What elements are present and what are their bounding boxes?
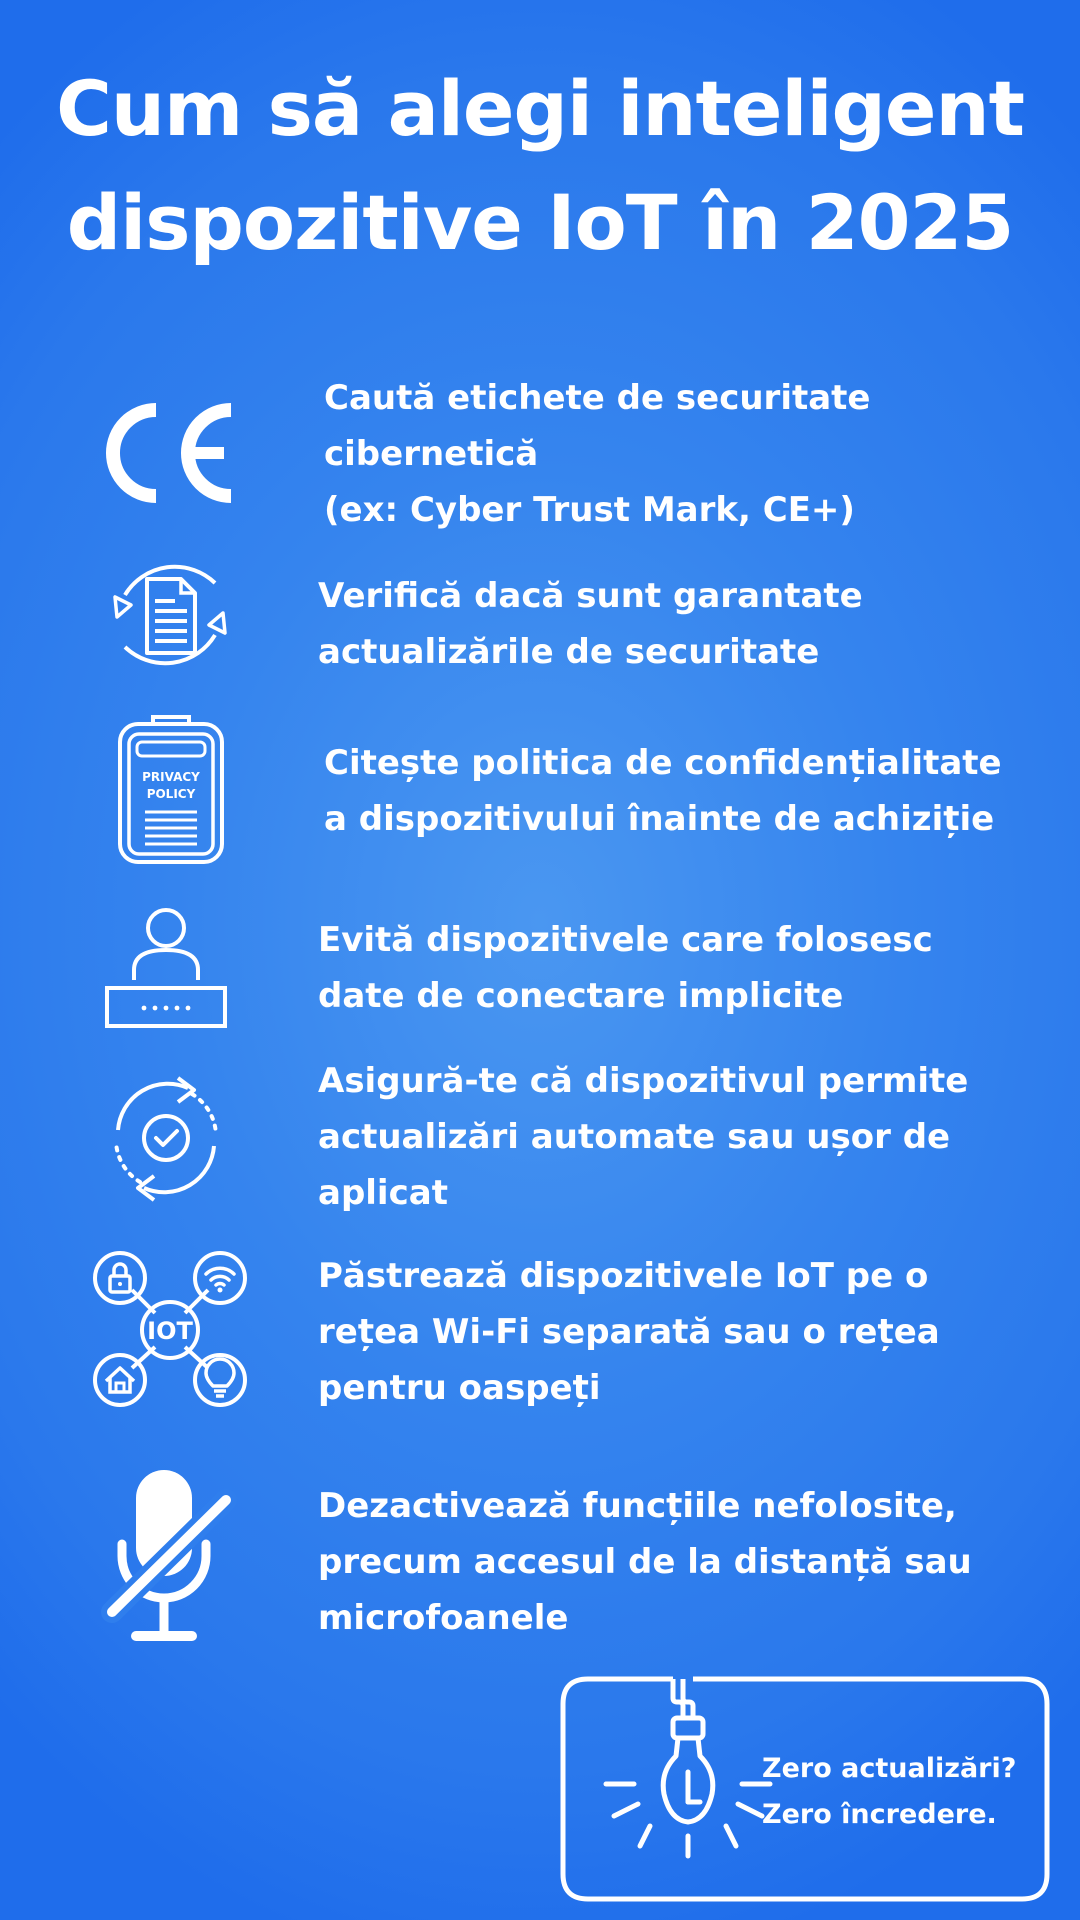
lightbulb-icon (606, 1679, 770, 1856)
microphone-off-icon (100, 1464, 240, 1646)
callout-text (762, 1746, 1016, 1838)
title-line-2: dispozitive IoT în 2025 (66, 178, 1014, 267)
ce-mark-icon (106, 398, 236, 508)
tip-text-privacy-policy: Citește politica de confidențialitate a dispozitivului înainte de achiziție (324, 743, 1002, 839)
auto-update-icon (106, 1072, 226, 1204)
wifi-icon (195, 1253, 245, 1303)
document-update-icon (105, 553, 235, 677)
user-password-icon (104, 906, 228, 1030)
callout-box (560, 1676, 1050, 1902)
callout-line-2: Zero încredere. (762, 1799, 997, 1830)
tip-text-automatic-updates: Asigură-te că dispozitivul permite actualizări automate sau ușor de aplicat (318, 1061, 969, 1213)
tip-text-disable-features: Dezactivează funcțiile nefolosite, precum accesul de la distanță sau microfoanele (318, 1486, 972, 1638)
tip-text-separate-network: Păstrează dispozitivele IoT pe o rețea Wi-Fi separată sau o rețea pentru oaspeți (318, 1256, 940, 1408)
page-title (0, 52, 1080, 280)
tip-text-security-updates: Verifică dacă sunt garantate actualizările de securitate (318, 576, 863, 672)
tip-text-default-credentials: Evită dispozitivele care folosesc date de conectare implicite (318, 920, 933, 1016)
iot-network-icon (92, 1250, 248, 1410)
bulb-small-icon (195, 1355, 245, 1405)
lock-icon (95, 1253, 145, 1303)
callout-line-1: Zero actualizări? (762, 1753, 1017, 1784)
home-icon (95, 1355, 145, 1405)
svg-text:POLICY: POLICY (146, 787, 196, 801)
svg-text:IOT: IOT (147, 1317, 193, 1345)
privacy-policy-icon (117, 714, 225, 866)
tip-text-cybersecurity-labels: Caută etichete de securitate cibernetică (ex: Cyber Trust Mark, CE+) (324, 378, 871, 530)
svg-text:PRIVACY: PRIVACY (142, 770, 200, 784)
title-line-1: Cum să alegi inteligent (56, 64, 1024, 153)
